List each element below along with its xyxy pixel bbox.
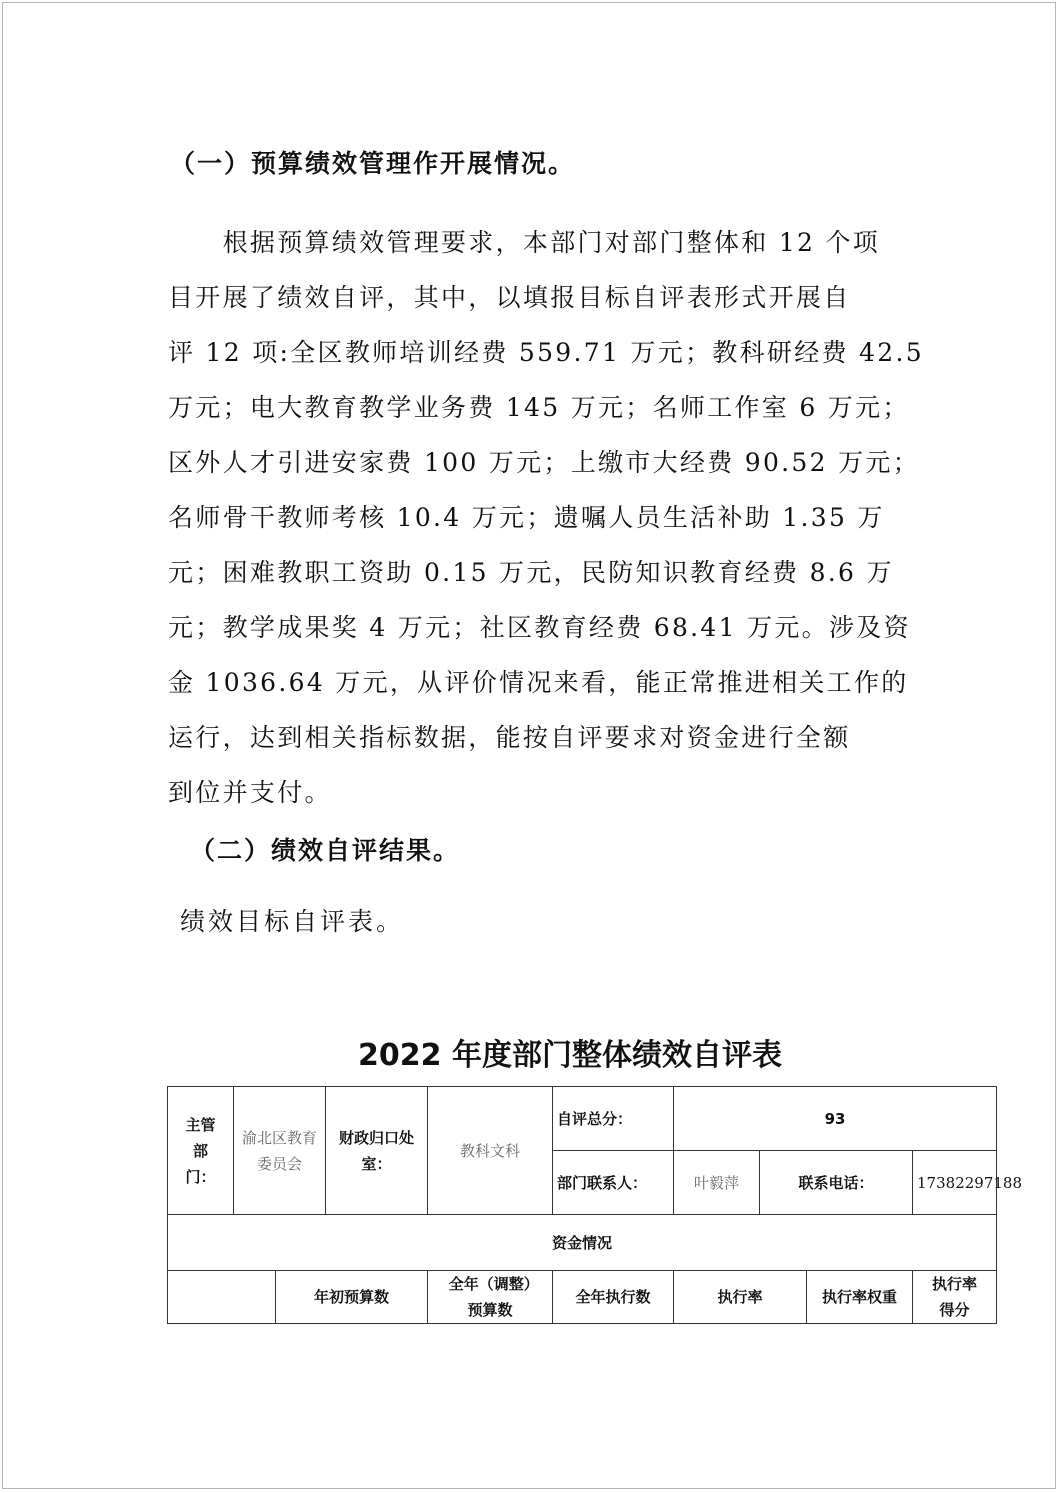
paragraph-line: 运行，达到相关指标数据，能按自评要求对资金进行全额 [168,723,851,752]
dept-value: 渝北区教育委员会 [234,1087,326,1215]
column-header [168,1271,276,1324]
paragraph-line: 金 1036.64 万元，从评价情况来看，能正常推进相关工作的 [168,668,909,697]
column-header: 年初预算数 [276,1271,428,1324]
paragraph-line: 区外人才引进安家费 100 万元；上缴市大经费 90.52 万元； [168,448,920,477]
paragraph-line: 元；困难教职工资助 0.15 万元，民防知识教育经费 8.6 万 [168,558,894,587]
contact-value: 叶毅萍 [674,1151,760,1215]
contact-label: 部门联系人： [553,1151,674,1215]
paragraph-line: 名师骨干教师考核 10.4 万元；遗嘱人员生活补助 1.35 万 [168,503,885,532]
table-title: 2022 年度部门整体绩效自评表 [358,1038,782,1073]
finance-label: 财政归口处室： [326,1087,428,1215]
paragraph-line: 目开展了绩效自评，其中，以填报目标自评表形式开展自 [168,283,851,312]
subheading: 绩效目标自评表。 [180,907,405,936]
column-header: 全年执行数 [553,1271,674,1324]
finance-value: 教科文科 [428,1087,553,1215]
paragraph-line: 根据预算绩效管理要求，本部门对部门整体和 12 个项 [168,228,881,257]
dept-label: 主管部门： [168,1087,234,1215]
paragraph-line: 到位并支付。 [168,778,332,807]
funds-header: 资金情况 [168,1215,997,1271]
score-label: 自评总分： [553,1087,674,1151]
score-value: 93 [674,1087,997,1151]
column-header: 全年（调整）预算数 [428,1271,553,1324]
column-header: 执行率得分 [913,1271,997,1324]
phone-value: 17382297188 [913,1151,997,1215]
paragraph-line: 元；教学成果奖 4 万元；社区教育经费 68.41 万元。涉及资 [168,613,911,642]
section-heading-2: （二）绩效自评结果。 [190,836,461,865]
paragraph-line: 评 12 项:全区教师培训经费 559.71 万元；教科研经费 42.5 [168,338,924,367]
column-header: 执行率 [674,1271,807,1324]
column-header: 执行率权重 [807,1271,913,1324]
paragraph-line: 万元；电大教育教学业务费 145 万元；名师工作室 6 万元； [168,393,910,422]
phone-label: 联系电话： [760,1151,913,1215]
self-evaluation-table [167,1086,1022,1324]
section-heading-1: （一）预算绩效管理作开展情况。 [170,149,576,178]
